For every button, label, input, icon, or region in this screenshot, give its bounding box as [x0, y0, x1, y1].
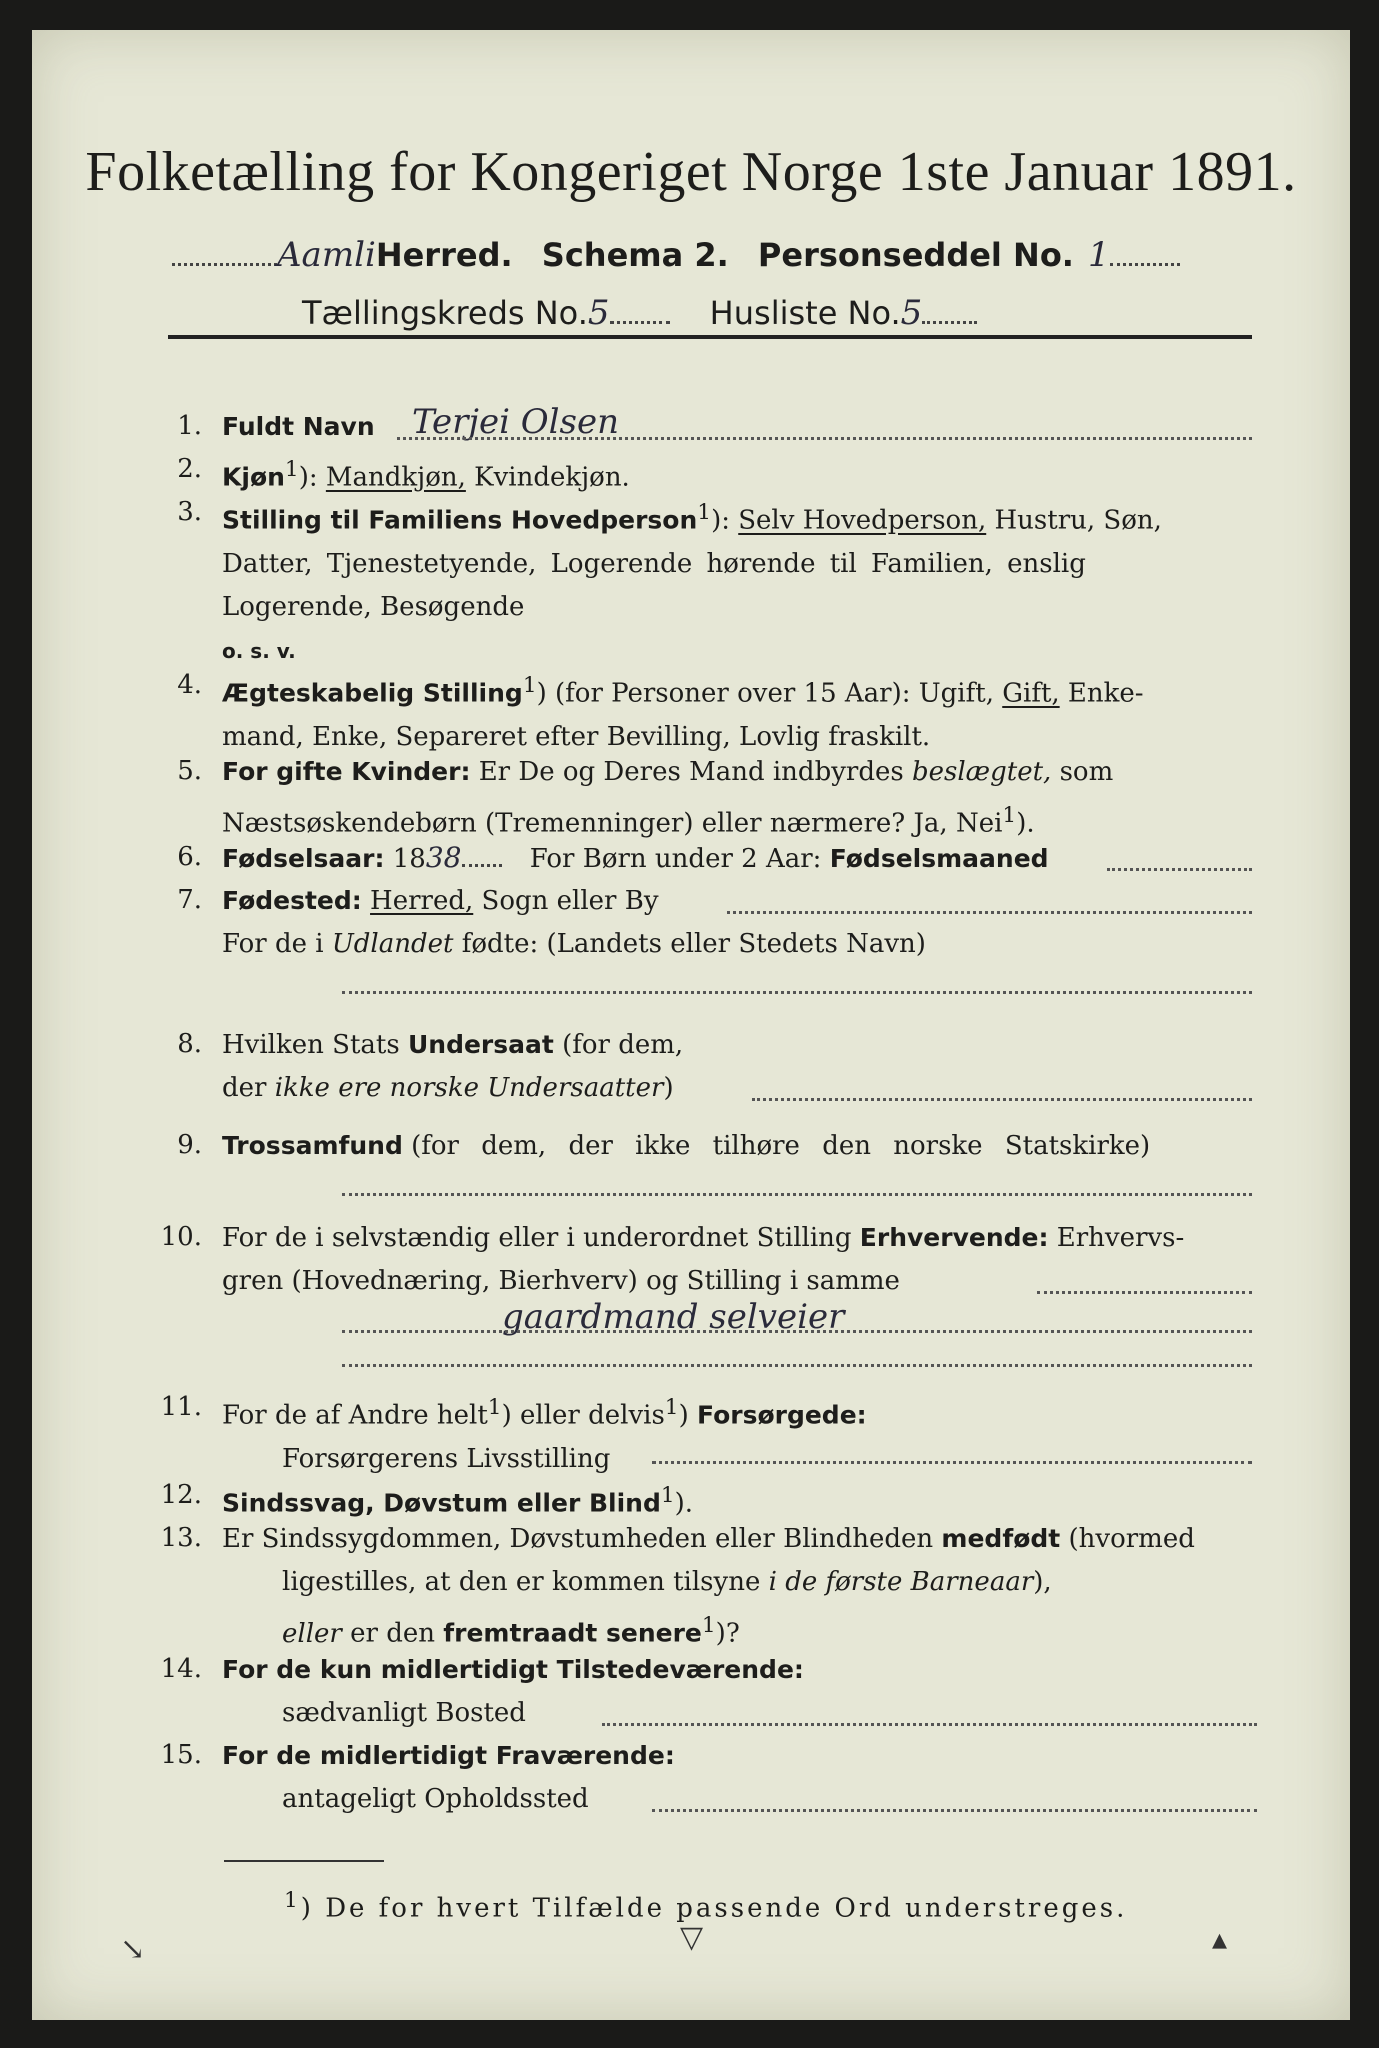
fodselsmaaned-label: Fødselsmaaned: [829, 844, 1049, 873]
fodselsaar-label: Fødselsaar:: [222, 844, 385, 873]
erhvervende-label: Erhvervende:: [859, 1223, 1049, 1252]
personseddel-value: 1: [1087, 235, 1110, 275]
binding-mark-icon: ↘: [120, 1932, 146, 1967]
husliste-label: Husliste No.: [709, 294, 901, 332]
fodested-label: Fødested:: [222, 886, 362, 915]
fuldt-navn-label: Fuldt Navn: [222, 412, 375, 441]
tilstedevaerende-label: For de kun midlertidigt Tilstedeværende:: [222, 1655, 804, 1684]
medfodt-label: medfødt: [941, 1524, 1061, 1553]
kreds-value: 5: [587, 293, 610, 333]
undersaat-label: Undersaat: [407, 1030, 554, 1059]
schema-label: Schema 2.: [541, 236, 729, 274]
binding-mark-icon: ▽: [680, 1920, 704, 1955]
herred-label: Herred.: [375, 236, 513, 274]
binding-mark-icon: ▴: [1212, 1922, 1228, 1957]
aegteskab-label: Ægteskabelig Stilling: [222, 678, 523, 708]
herred-value: Aamli: [277, 235, 376, 275]
sindssvag-label: Sindssvag, Døvstum eller Blind: [222, 1488, 661, 1518]
personseddel-label: Personseddel No.: [757, 236, 1074, 274]
fodselsaar-value: 38: [425, 841, 462, 874]
header-rule: [168, 335, 1252, 339]
footnote-rule: [224, 1860, 384, 1862]
header-herred-line: [172, 235, 1180, 275]
aegteskab-option-gift: Gift,: [1002, 678, 1060, 709]
census-form-sheet: Folketælling for Kongeriget Norge 1ste Januar 1891. AamliHerred. Schema 2. Personseddel No. 1 Tællingskreds No.5 Husliste No.5 1. Fuldt Navn Terjei Olsen 2. Kjøn$^1$): Mandkjøn, Kvindekjøn. 3. Stilling til Familiens Hovedperson$^1$): Selv Hovedperson, Hustru, Søn, Datter, Tjenestetyende, Logerende hørende til Familien, enslig Logerende, Besøgende o. s. v. 4. Ægteskabelig Stilling$^1$) (for Personer over 15 Aar): Ugift, Gift, Enke- mand, Enke, Separeret efter Bevilling, Lovlig fraskilt. 5. For gifte Kvinder: Er De og Deres Mand indbyrdes beslægtet, som Næstsøskendebørn (Tremenninger) eller nærmere? Ja, Nei$^1$). 6. Fødselsaar: 1838 For Børn under 2 Aar: Fødselsmaaned 7. Fødested: Herred, Sogn eller By For de i Udlandet fødte: (Landets eller Stedets Navn) 8. Hvilken Stats Undersaat (for dem, der ikke ere norske Undersaatter) 9. Trossamfund (for dem, der ikke tilhøre den norske Statskirke) 10. For de i selvstændig eller i underordnet Stilling Erhvervende: Erhvervs- gren (Hovednæring, Bierhverv) og Stilling i samme gaardmand selveier 11. For de af Andre helt$^1$) eller delvis$^1$) Forsørgede: Forsørgerens Livsstilling 12. Sindssvag, Døvstum eller Blind$^1$). 13. Er Sindssygdommen, Døvstumheden eller Blindheden medfødt (hvormed ligestilles, at den er kommen tilsyne i de første Barneaar), eller er den fremtraadt senere$^1$)? 14. For de kun midlertidigt Tilstedeværende: sædvanligt Bosted 15. For de midlertidigt Fraværende: antageligt Opholdssted $^1$) De for hvert Tilfælde passende Ord understreges. ↘ ▽ ▴: [32, 30, 1350, 2020]
stilling-option-selv-hovedperson: Selv Hovedperson,: [738, 505, 987, 536]
stilling-label: Stilling til Familiens Hovedperson: [222, 505, 698, 535]
kjon-label: Kjøn: [222, 462, 285, 492]
kjon-option-kvindekjon: Kvindekjøn.: [474, 462, 630, 493]
kjon-option-mandkjon: Mandkjøn,: [325, 462, 466, 493]
husliste-value: 5: [900, 293, 923, 333]
form-title: Folketælling for Kongeriget Norge 1ste Januar 1891.: [85, 141, 1297, 203]
fuldt-navn-value: Terjei Olsen: [412, 402, 619, 442]
kreds-label: Tællingskreds No.: [302, 294, 588, 332]
gifte-kvinder-label: For gifte Kvinder:: [222, 757, 471, 786]
footnote: $^1$) De for hvert Tilfælde passende Ord understreges.: [284, 1888, 1128, 1924]
trossamfund-label: Trossamfund: [222, 1131, 403, 1160]
forsorgede-label: Forsørgede:: [697, 1400, 867, 1430]
fodested-option-herred: Herred,: [370, 886, 474, 916]
erhverv-value: gaardmand selveier: [502, 1297, 845, 1337]
fravaerende-label: For de midlertidigt Fraværende:: [222, 1741, 675, 1770]
header-kreds-line: [302, 293, 977, 333]
